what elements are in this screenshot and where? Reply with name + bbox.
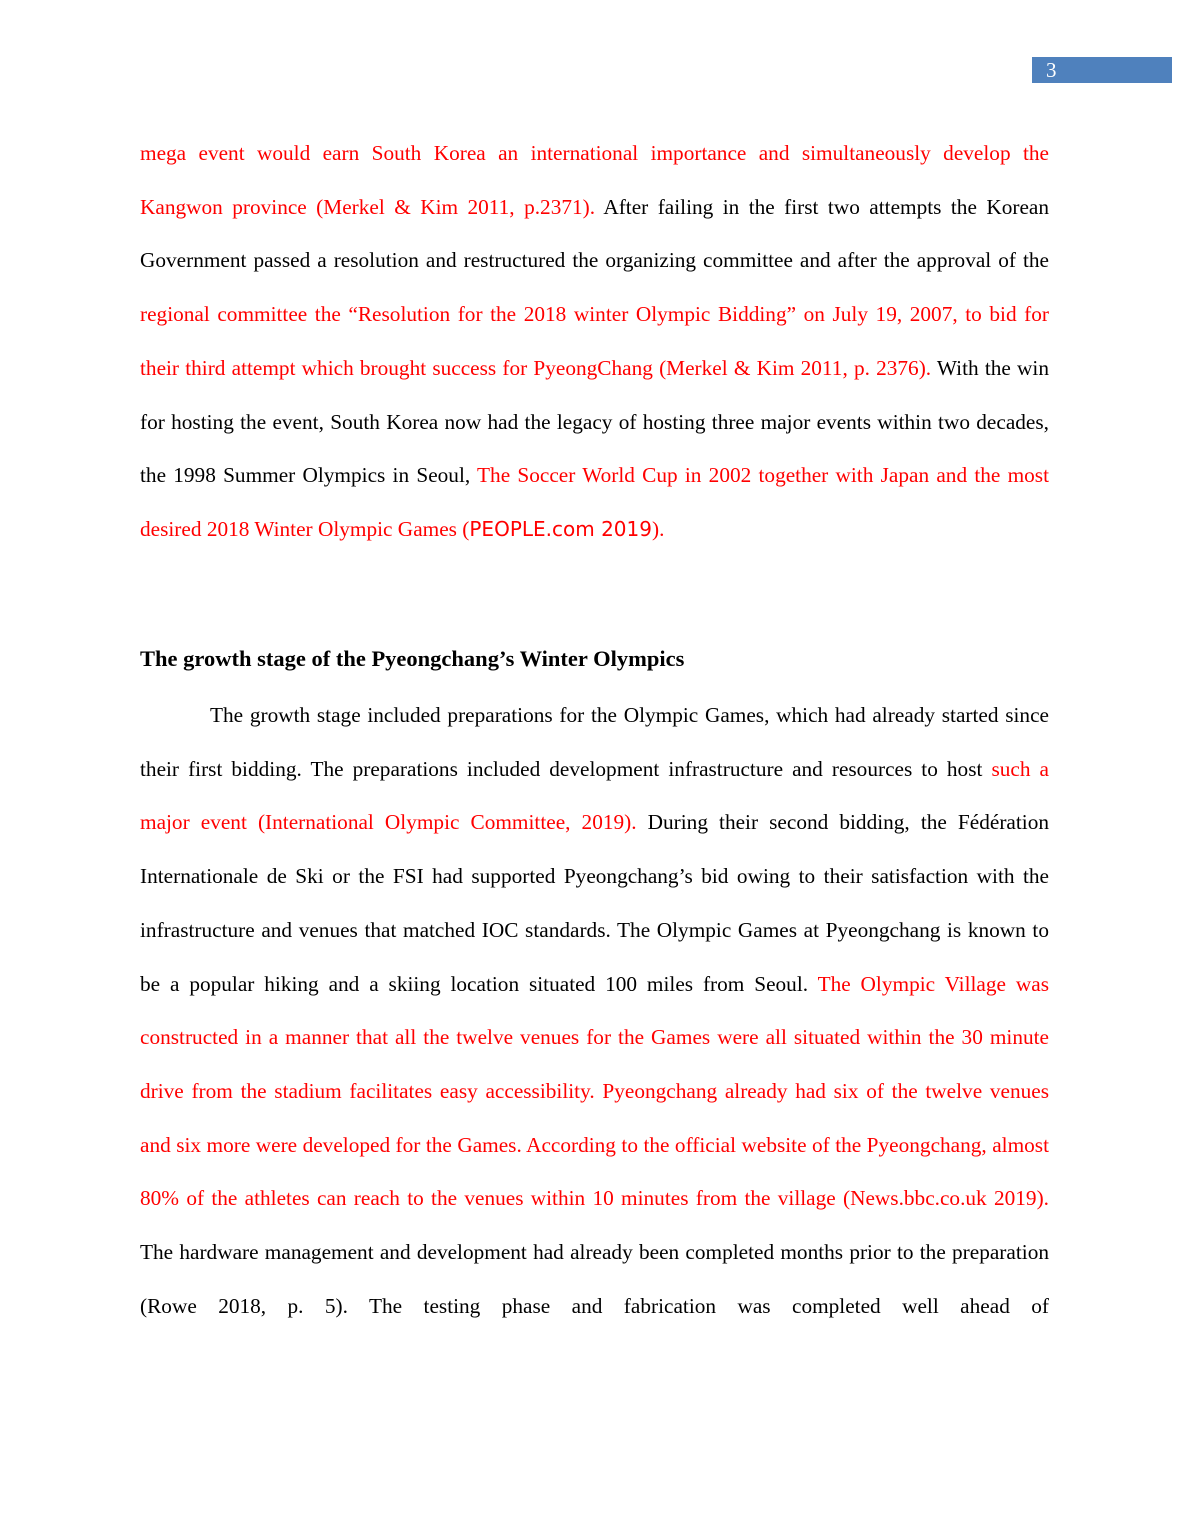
paragraph-text: After failing in the first two attempts the Korean Government passed a resolution and restructured the organizing committee and after the approval of the	[140, 194, 1050, 273]
citation-ioc-2019: such a major event (International Olympic Committee, 2019).	[140, 756, 1049, 835]
page-number: 3	[1046, 58, 1057, 82]
citation-olympic-village: The Olympic Village was constructed in a manner that all the twelve venues for the Games were all situated within the 30 minute drive from the stadium facilitates easy accessibility. Pyeongchang already had six of the twelve venues and six more were developed for the Games. According to the official website of the Pyeongchang, almost 80% of the athletes can reach to the venues within 10 minutes from the village (News.bbc.co.uk 2019).	[140, 971, 1049, 1211]
paragraph-text: The hardware management and development had already been completed months prior to the preparation (Rowe 2018, p. 5). The testing phase and fabrication was completed well ahead of	[140, 1240, 1049, 1318]
section-heading: The growth stage of the Pyeongchang’s Winter Olympics	[140, 646, 685, 671]
citation-close: ).	[651, 516, 665, 541]
citation-world-cup: The Soccer World Cup in 2002 together with Japan and the most desired 2018 Winter Olympic Games (	[140, 463, 1049, 541]
paragraph-text: With the win for hosting the event, South Korea now had the legacy of hosting three major events within two decades, the 1998 Summer Olympics in Seoul,	[140, 355, 1049, 488]
paragraph-text: The growth stage included preparations for the Olympic Games, which had already started since their first bidding. The preparations included development infrastructure and resources to host	[140, 703, 1049, 781]
paragraph-text: During their second bidding, the Fédération Internationale de Ski or the FSI had supported Pyeongchang’s bid owing to their satisfaction with the infrastructure and venues that matched IOC standards. The Olympic Games at Pyeongchang is known to be a popular hiking and a skiing location situated 100 miles from Seoul.	[140, 810, 1049, 996]
citation-people-com: PEOPLE.com 2019	[469, 516, 652, 541]
paragraph-bidding-history	[140, 127, 1049, 557]
citation-resolution-2018: regional committee the “Resolution for the 2018 winter Olympic Bidding” on July 19, 2007, to bid for their third attempt which brought success for PyeongChang (Merkel & Kim 2011, p. 2376).	[140, 302, 1049, 380]
paragraph-growth-stage	[140, 689, 1049, 1333]
citation-merkel-kim-2371: mega event would earn South Korea an international importance and simultaneously develop the Kangwon province (Merkel & Kim 2011, p.2371).	[140, 141, 1049, 219]
page-number-banner	[1032, 57, 1172, 83]
